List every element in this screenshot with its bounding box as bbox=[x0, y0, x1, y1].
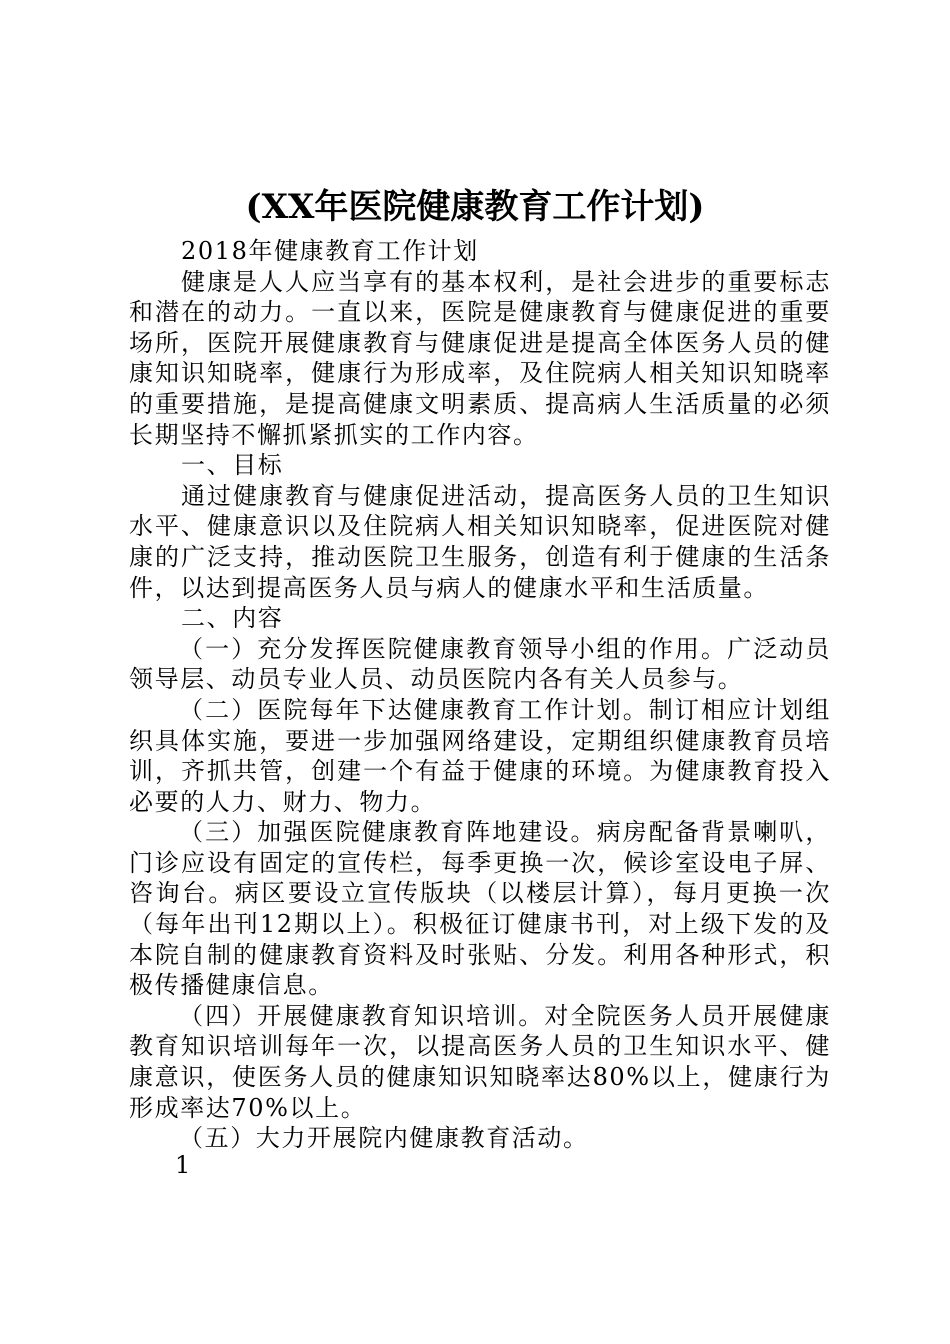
document-title: (XX年医院健康教育工作计划) bbox=[245, 187, 705, 227]
paragraph-item-4: （四）开展健康教育知识培训。对全院医务人员开展健康教育知识培训每年一次，以提高医务人员的卫生知识水平、健康意识，使医务人员的健康知识知晓率达80%以上，健康行为形成率达70%以上。 bbox=[129, 1001, 831, 1122]
heading-goals: 一、目标 bbox=[181, 451, 284, 480]
paragraph-intro: 健康是人人应当享有的基本权利，是社会进步的重要标志和潜在的动力。一直以来，医院是健康教育与健康促进的重要场所，医院开展健康教育与健康促进是提高全体医务人员的健康知识知晓率，健康行为形成率，及住院病人相关知识知晓率的重要措施，是提高健康文明素质、提高病人生活质量的必须长期坚持不懈抓紧抓实的工作内容。 bbox=[129, 267, 831, 449]
paragraph-item-2: （二）医院每年下达健康教育工作计划。制订相应计划组织具体实施，要进一步加强网络建设，定期组织健康教育员培训，齐抓共管，创建一个有益于健康的环境。为健康教育投入必要的人力、财力、物力。 bbox=[129, 695, 831, 816]
subtitle: 2018年健康教育工作计划 bbox=[181, 237, 479, 265]
paragraph-item-5: （五）大力开展院内健康教育活动。 bbox=[179, 1124, 589, 1153]
paragraph-goals: 通过健康教育与健康促进活动，提高医务人员的卫生知识水平、健康意识以及住院病人相关知识知晓率，促进医院对健康的广泛支持，推动医院卫生服务，创造有利于健康的生活条件，以达到提高医务人员与病人的健康水平和生活质量。 bbox=[129, 481, 831, 602]
page-number: 1 bbox=[175, 1151, 191, 1179]
paragraph-item-1: （一）充分发挥医院健康教育领导小组的作用。广泛动员领导层、动员专业人员、动员医院内各有关人员参与。 bbox=[129, 634, 831, 694]
document-body bbox=[129, 236, 831, 1154]
heading-content: 二、内容 bbox=[181, 604, 284, 633]
paragraph-item-3: （三）加强医院健康教育阵地建设。病房配备背景喇叭，门诊应设有固定的宣传栏，每季更换一次，候诊室设电子屏、咨询台。病区要设立宣传版块（以楼层计算），每月更换一次（每年出刊12期以上）。积极征订健康书刊，对上级下发的及本院自制的健康教育资料及时张贴、分发。利用各种形式，积极传播健康信息。 bbox=[129, 818, 831, 1000]
